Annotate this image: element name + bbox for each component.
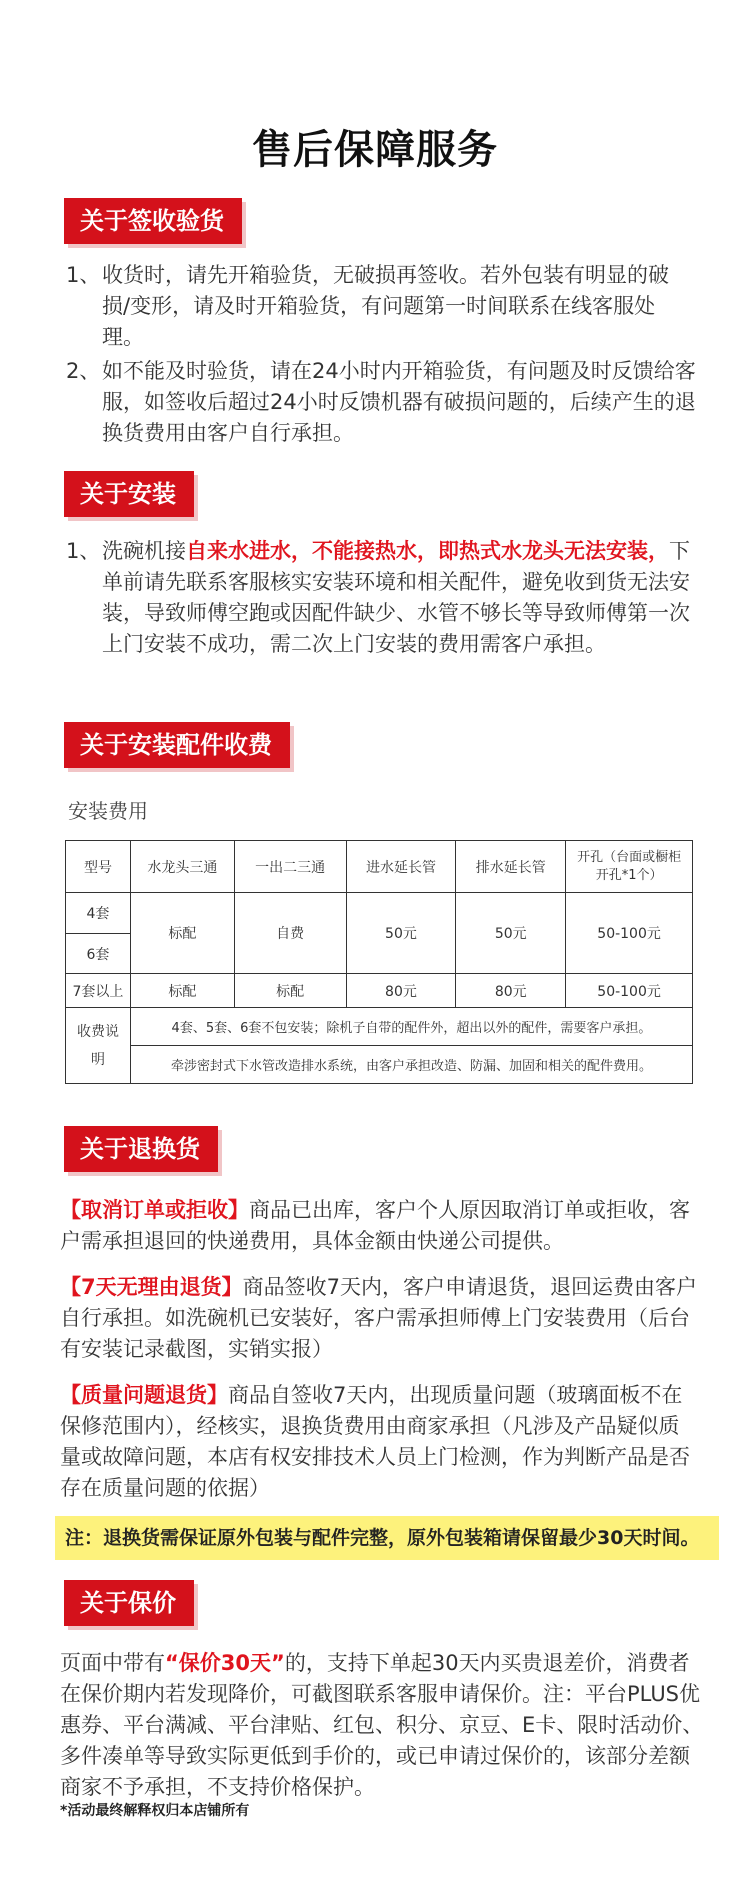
header-cell: 型号 bbox=[66, 841, 131, 893]
returns-note: 注：退换货需保证原外包装与配件完整，原外包装箱请保留最少30天时间。 bbox=[55, 1516, 719, 1560]
install-warning: 自来水进水，不能接热水，即热式水龙头无法安装， bbox=[186, 539, 669, 563]
receipt-list bbox=[66, 260, 696, 449]
table-row bbox=[66, 1008, 693, 1046]
returns-quality: 【质量问题退货】商品自签收7天内，出现质量问题（玻璃面板不在保修范围内），经核实，退换货费用由商家承担（凡涉及产品疑似质量或故障问题，本店有权安排技术人员上门检测，作为判断产品是否存在质量问题的依据） bbox=[60, 1383, 690, 1500]
table-cell: 50元 bbox=[456, 893, 566, 974]
cancel-tag: 【取消订单或拒收】 bbox=[60, 1198, 249, 1222]
table-cell: 标配 bbox=[130, 893, 234, 974]
table-cell: 标配 bbox=[234, 974, 346, 1008]
fee-note-2: 牵涉密封式下水管改造排水系统，由客户承担改造、防漏、加固和相关的配件费用。 bbox=[130, 1046, 692, 1084]
table-cell: 50元 bbox=[346, 893, 456, 974]
table-row bbox=[66, 1046, 693, 1084]
section-header-fees: 关于安装配件收费 bbox=[64, 722, 290, 768]
receipt-item-1: 1、 收货时，请先开箱验货，无破损再签收。若外包装有明显的破损/变形，请及时开箱验货，有问题第一时间联系在线客服处理。 bbox=[66, 263, 669, 349]
table-cell: 50-100元 bbox=[566, 893, 693, 974]
section-header-price: 关于保价 bbox=[64, 1580, 194, 1626]
section-header-install: 关于安装 bbox=[64, 471, 194, 517]
header-cell: 开孔（台面或橱柜开孔*1个） bbox=[566, 841, 693, 893]
header-cell: 进水延长管 bbox=[346, 841, 456, 893]
install-list bbox=[66, 536, 702, 660]
table-cell: 标配 bbox=[130, 974, 234, 1008]
footnote: *活动最终解释权归本店铺所有 bbox=[60, 1803, 250, 1819]
quality-tag: 【质量问题退货】 bbox=[60, 1383, 228, 1407]
page-title: 售后保障服务 bbox=[252, 127, 498, 173]
table-cell: 80元 bbox=[456, 974, 566, 1008]
table-cell: 4套 bbox=[66, 893, 131, 934]
returns-cancel: 【取消订单或拒收】商品已出库，客户个人原因取消订单或拒收，客户需承担退回的快递费用，具体金额由快递公司提供。 bbox=[60, 1198, 690, 1253]
seven-day-tag: 【7天无理由退货】 bbox=[60, 1275, 243, 1299]
fee-note-label: 收费说明 bbox=[66, 1008, 131, 1084]
table-cell: 7套以上 bbox=[66, 974, 131, 1008]
section-header-returns: 关于退换货 bbox=[64, 1126, 218, 1172]
table-cell: 自费 bbox=[234, 893, 346, 974]
fee-table bbox=[65, 840, 693, 1084]
receipt-item-2: 2、 如不能及时验货，请在24小时内开箱验货，有问题及时反馈给客服，如签收后超过24小时反馈机器有破损问题的，后续产生的退换货费用由客户自行承担。 bbox=[66, 359, 696, 445]
header-cell: 水龙头三通 bbox=[130, 841, 234, 893]
section-header-receipt: 关于签收验货 bbox=[64, 198, 242, 244]
header-cell: 一出二三通 bbox=[234, 841, 346, 893]
price-text: 页面中带有“保价30天”的，支持下单起30天内买贵退差价，消费者在保价期内若发现降价，可截图联系客服申请保价。注：平台PLUS优惠券、平台满减、平台津贴、红包、积分、京豆、E卡、限时活动价、多件凑单等导致实际更低到手价的，或已申请过保价的，该部分差额商家不予承担，不支持价格保护。 bbox=[60, 1651, 704, 1799]
install-item-1: 1、 洗碗机接自来水进水，不能接热水，即热式水龙头无法安装，下单前请先联系客服核实安装环境和相关配件，避免收到货无法安装，导致师傅空跑或因配件缺少、水管不够长等导致师傅第一次上门安装不成功，需二次上门安装的费用需客户承担。 bbox=[66, 539, 690, 656]
fee-note-1: 4套、5套、6套不包安装；除机子自带的配件外，超出以外的配件，需要客户承担。 bbox=[130, 1008, 692, 1046]
table-cell: 6套 bbox=[66, 934, 131, 974]
returns-seven-day: 【7天无理由退货】商品签收7天内，客户申请退货，退回运费由客户自行承担。如洗碗机已安装好，客户需承担师傅上门安装费用（后台有安装记录截图，实销实报） bbox=[60, 1275, 697, 1361]
table-cell: 50-100元 bbox=[566, 974, 693, 1008]
fees-subtitle: 安装费用 bbox=[68, 799, 148, 823]
table-cell: 80元 bbox=[346, 974, 456, 1008]
table-row bbox=[66, 974, 693, 1008]
table-row bbox=[66, 893, 693, 934]
fee-header-row bbox=[66, 841, 693, 893]
header-cell: 排水延长管 bbox=[456, 841, 566, 893]
price-guarantee-highlight: “保价30天” bbox=[165, 1651, 285, 1675]
